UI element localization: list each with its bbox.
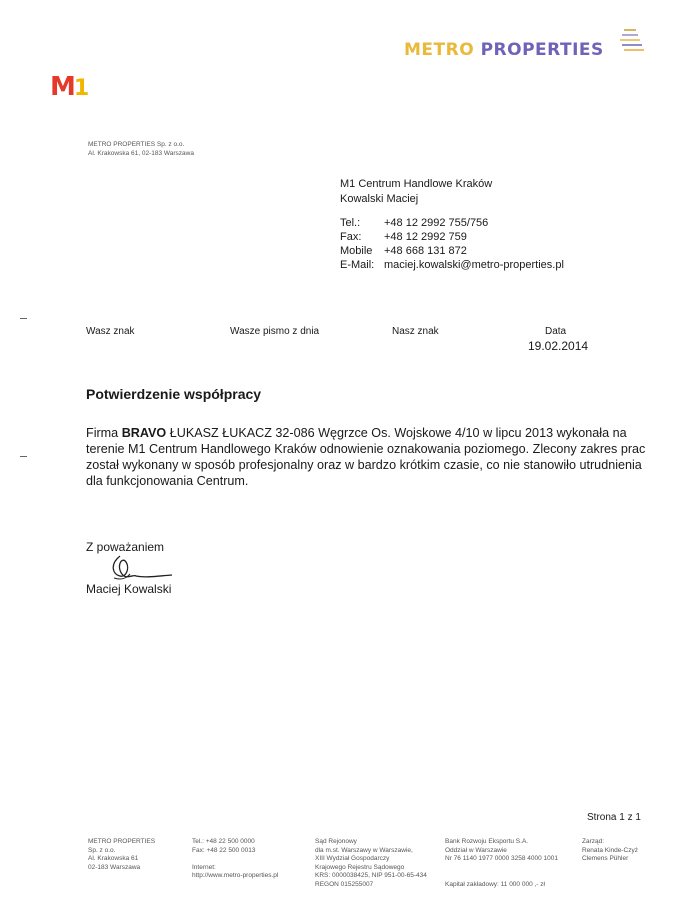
page-number: Strona 1 z 1 xyxy=(587,812,641,823)
metro-logo-mark-icon xyxy=(614,26,646,56)
date-label: Data xyxy=(545,326,567,337)
m1-logo: M1 xyxy=(50,72,88,102)
your-letter-label: Wasze pismo z dnia xyxy=(230,326,320,337)
recipient-contact: Tel.: +48 12 2992 755/756 Fax: +48 12 2992 759 Mobile +48 668 131 872 E-Mail: maciej.kowalski@metro-properties.pl xyxy=(340,217,564,271)
date-value: 19.02.2014 xyxy=(528,339,589,353)
letter-title: Potwierdzenie współpracy xyxy=(86,386,262,402)
our-ref-label: Nasz znak xyxy=(392,326,439,337)
footer-bank: Bank Rozwoju Eksportu S.A. Oddział w Warszawie Nr 76 1140 1977 0000 3258 4000 1001 Kapitał zakładowy: 11 000 000 ,- zł xyxy=(445,838,559,888)
metro-properties-logo: METRO PROPERTIES xyxy=(404,40,604,60)
company-name: BRAVO xyxy=(121,426,167,440)
fold-mark xyxy=(20,318,27,319)
footer-registry: Sąd Rejonowy dla m.st. Warszawy w Warszawie, XIII Wydział Gospodarczy Krajowego Rejestru Sądowego KRS: 0000038425, NIP 951-00-65-434 REGON 015255007 xyxy=(315,838,427,888)
footer-company: METRO PROPERTIES Sp. z o.o. Al. Krakowska 61 02-183 Warszawa xyxy=(88,838,156,871)
closing-phrase: Z poważaniem xyxy=(86,540,165,554)
your-ref-label: Wasz znak xyxy=(86,326,135,337)
fold-mark xyxy=(20,456,27,457)
footer-board: Zarząd: Renata Kinde-Czyż Clemens Pühler xyxy=(582,838,638,862)
letter-body: Firma BRAVO ŁUKASZ ŁUKACZ 32-086 Węgrzce Os. Wojskowe 4/10 w lipcu 2013 wykonała na terenie M1 Centrum Handlowego Kraków odnowienie oznakowania poziomego. Zlecony zakres prac został wykonany w sposób profesjonalny oraz w bardzo krótkim czasie, co nie stanowiło utrudnienia dla funkcjonowania Centrum. xyxy=(86,426,646,488)
signer-name: Maciej Kowalski xyxy=(86,582,172,596)
footer-contact: Tel.: +48 22 500 0000 Fax: +48 22 500 0013 Internet: http://www.metro-properties.pl xyxy=(192,838,279,879)
recipient-address: M1 Centrum Handlowe Kraków Kowalski Maciej xyxy=(340,178,493,205)
sender-address: METRO PROPERTIES Sp. z o.o. Al. Krakowska 61, 02-183 Warszawa xyxy=(88,141,194,157)
